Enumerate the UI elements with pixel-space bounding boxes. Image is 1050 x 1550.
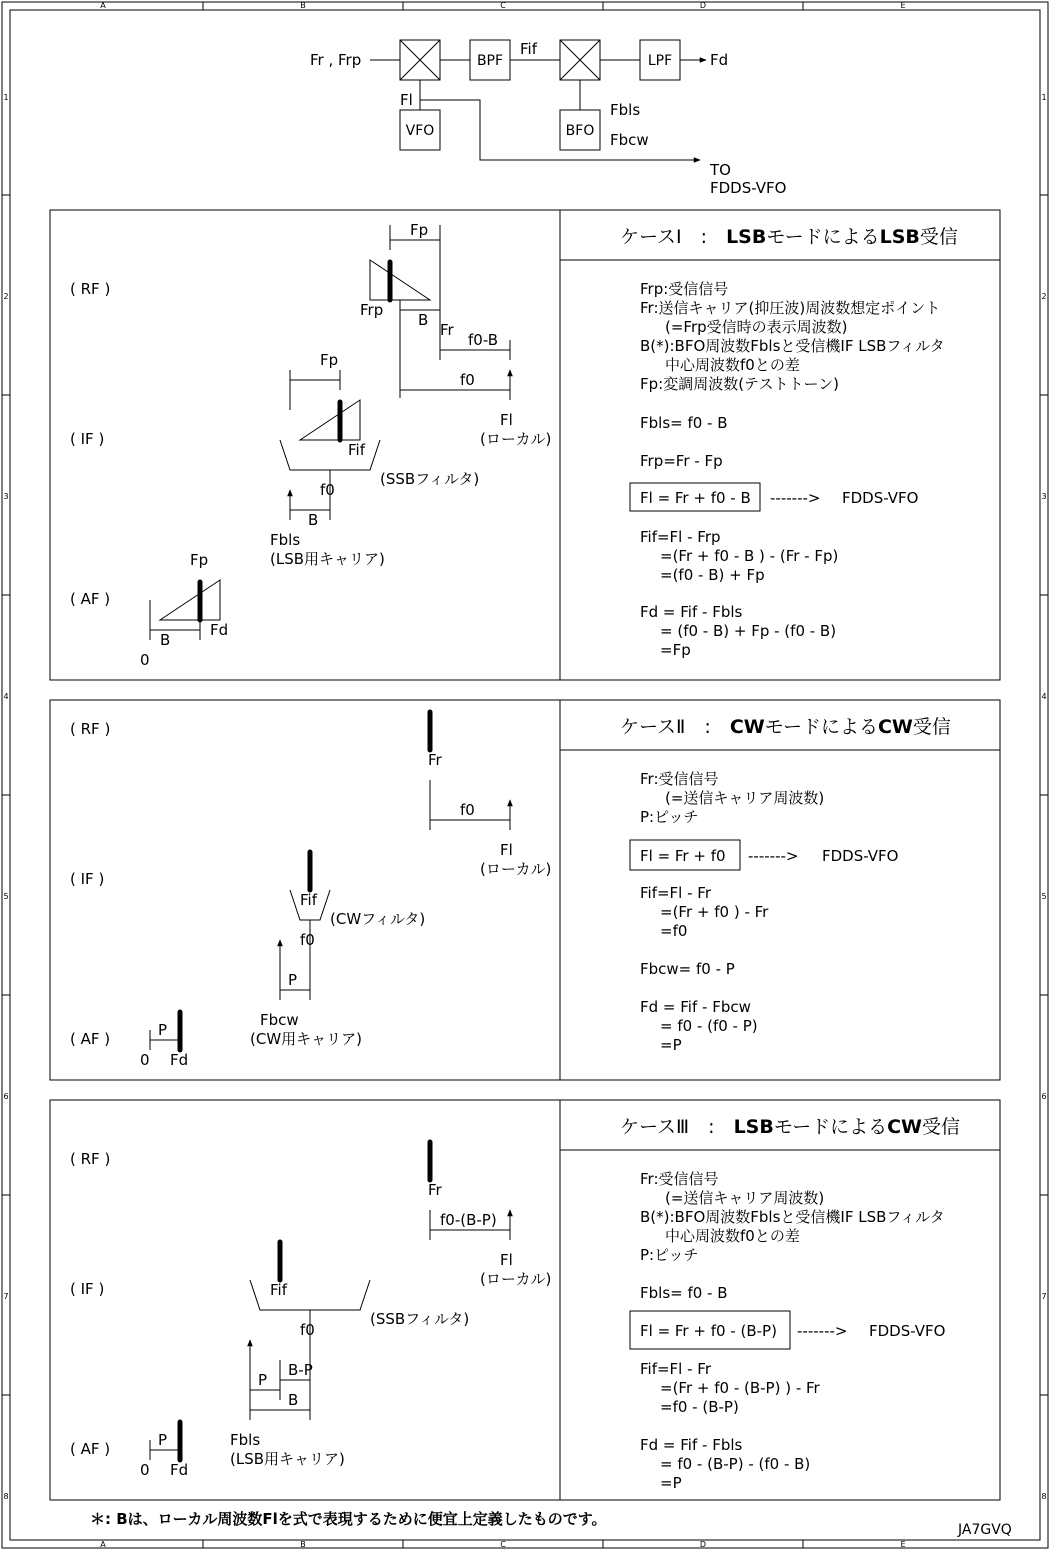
grid-col-b-top: B [300, 1, 306, 10]
case-3-rf-fr: Fr [428, 1181, 442, 1199]
case-3-line-3: B(*):BFO周波数Fblsと受信機IF LSBフィルタ [640, 1208, 945, 1226]
case-3-fl-formula: Fl = Fr + f0 - (B-P) [640, 1322, 777, 1340]
case-3-if-label: ( IF ) [70, 1280, 105, 1298]
case-2-if-fif: Fif [300, 891, 317, 909]
case-3-line-14: = f0 - (B-P) - (f0 - B) [660, 1455, 811, 1473]
fd-output-label: Fd [710, 51, 729, 69]
case-3-af-p: P [158, 1431, 168, 1449]
author-signature: JA7GVQ [958, 1522, 1012, 1538]
case-1-af-spectrum [140, 551, 228, 669]
case-2-line-1: Fr:受信信号 [640, 770, 719, 788]
case-2-if-label: ( IF ) [70, 870, 105, 888]
case-1-line-3: (=Frp受信時の表示周波数) [650, 318, 848, 336]
fbcw-label: Fbcw [610, 131, 649, 149]
case-3-af-spectrum [140, 1422, 188, 1479]
case-1-if-b: B [308, 511, 319, 529]
case-2-arrow: -------> [748, 847, 799, 865]
case-2-cw-carrier: (CW用キャリア) [250, 1030, 363, 1048]
case-1-line-17: =Fp [660, 641, 691, 659]
case-2-title-signal: CW [877, 716, 913, 738]
case-2-af-label: ( AF ) [70, 1030, 111, 1048]
fif-label: Fif [520, 40, 537, 58]
case-3-if-f0: f0 [300, 1321, 315, 1339]
grid-col-d-top: D [699, 1, 707, 10]
case-2-line-2: (=送信キャリア周波数) [650, 789, 825, 807]
grid-row-2-left: 2 [3, 292, 9, 301]
grid-col-b-bottom: B [300, 1540, 306, 1549]
case-2-local: (ローカル) [480, 860, 552, 878]
grid-col-d-bottom: D [699, 1540, 707, 1549]
grid-row-1-left: 1 [3, 93, 9, 102]
case-2-line-10: Fbcw= f0 - P [640, 960, 735, 978]
grid-col-a-top: A [100, 1, 106, 10]
grid-row-6-left: 6 [3, 1092, 9, 1101]
case-1-line-15: Fd = Fif - Fbls [640, 603, 743, 621]
case-3-fbls: Fbls [230, 1431, 261, 1449]
case-1-rf-frp: Frp [360, 301, 384, 319]
grid-row-7-right: 7 [1041, 1292, 1047, 1301]
case-3-local: (ローカル) [480, 1270, 552, 1288]
grid-row-5-right: 5 [1041, 892, 1047, 901]
case-1-line-14: =(f0 - B) + Fp [660, 566, 765, 584]
case-1-arrow: -------> [770, 489, 821, 507]
case-1-fdds: FDDS-VFO [842, 489, 919, 507]
case-1-rf-b: B [418, 311, 429, 329]
to-label: TO [710, 161, 731, 179]
case-1-rf-f0b: f0-B [468, 331, 498, 349]
case-2-af-zero: 0 [140, 1051, 150, 1069]
case-2-rf-spectrum [428, 712, 551, 878]
grid-row-1-right: 1 [1041, 93, 1047, 102]
case-2-if-p: P [288, 971, 298, 989]
case-1-af-b: B [160, 631, 171, 649]
case-1-af-zero: 0 [140, 651, 150, 669]
case-2-fdds: FDDS-VFO [822, 847, 899, 865]
grid-col-e-bottom: E [900, 1540, 906, 1549]
case-3-line-11: =(Fr + f0 - (B-P) ) - Fr [660, 1379, 820, 1397]
case-1-title-signal: LSB [879, 226, 920, 248]
case-3-if-p: P [258, 1371, 268, 1389]
case-3-title-signal: CW [887, 1116, 922, 1138]
case-1-line-16: = (f0 - B) + Fp - (f0 - B) [660, 622, 837, 640]
case-1-line-12: Fif=Fl - Frp [640, 528, 721, 546]
grid-row-7-left: 7 [3, 1292, 9, 1301]
case-3-equations [630, 1170, 945, 1492]
case-3-line-1: Fr:受信信号 [640, 1170, 719, 1188]
case-1-title-mode: LSB [726, 226, 767, 248]
case-1-fl-formula: Fl = Fr + f0 - B [640, 489, 751, 507]
case-1-title-pre: ケースⅠ : [620, 226, 727, 248]
case-1-if-spectrum [270, 351, 479, 568]
grid-row-3-right: 3 [1041, 492, 1047, 501]
case-2-af-p: P [158, 1021, 168, 1039]
grid-col-e-top: E [900, 1, 906, 10]
case-1-ssb-filter: (SSBフィルタ) [380, 470, 480, 488]
case-1-line-13: =(Fr + f0 - B ) - (Fr - Fp) [660, 547, 839, 565]
case-1-line-2: Fr:送信キャリア(抑圧波)周波数想定ポイント [640, 299, 941, 317]
case-3-ssb-filter: (SSBフィルタ) [370, 1310, 470, 1328]
grid-row-8-right: 8 [1041, 1492, 1047, 1501]
case-1-if-fif: Fif [348, 441, 365, 459]
case-2-line-7: Fif=Fl - Fr [640, 884, 712, 902]
grid-row-2-right: 2 [1041, 292, 1047, 301]
case-3-title-mid: モードによる [773, 1116, 888, 1138]
case-3-fdds: FDDS-VFO [869, 1322, 946, 1340]
case-3-line-5: P:ピッチ [640, 1246, 699, 1264]
bpf-label: BPF [476, 53, 504, 69]
case-3-af-zero: 0 [140, 1461, 150, 1479]
case-2-fl-formula: Fl = Fr + f0 [640, 847, 726, 865]
case-3-title [620, 1116, 960, 1138]
case-1-title-mid: モードによる [766, 226, 880, 248]
grid-col-c-top: C [500, 1, 506, 10]
case-3-line-2: (=送信キャリア周波数) [650, 1189, 825, 1207]
fbls-label: Fbls [610, 101, 641, 119]
lpf-label: LPF [647, 53, 673, 69]
case-3-line-10: Fif=Fl - Fr [640, 1360, 712, 1378]
grid-row-4-left: 4 [3, 692, 9, 701]
case-1-line-7: Fbls= f0 - B [640, 414, 728, 432]
case-2-if-spectrum [250, 852, 425, 1048]
case-2-title-pre: ケースⅡ : [620, 716, 730, 738]
case-3-line-12: =f0 - (B-P) [660, 1398, 739, 1416]
case-2-fbcw: Fbcw [260, 1011, 299, 1029]
to-fdds-label: FDDS-VFO [710, 179, 787, 197]
grid-row-3-left: 3 [3, 492, 9, 501]
case-2-panel [50, 700, 1000, 1080]
case-1-af-label: ( AF ) [70, 590, 111, 608]
case-1-panel [50, 210, 1000, 680]
case-2-rf-fr: Fr [428, 751, 442, 769]
case-2-fl: Fl [500, 841, 513, 859]
case-3-arrow: -------> [797, 1322, 848, 1340]
case-3-title-pre: ケースⅢ : [620, 1116, 734, 1138]
case-3-af-label: ( AF ) [70, 1440, 111, 1458]
case-1-if-fp: Fp [320, 351, 339, 369]
case-2-if-f0: f0 [300, 931, 315, 949]
case-1-if-label: ( IF ) [70, 430, 105, 448]
case-1-rf-f0: f0 [460, 371, 475, 389]
case-1-line-8: Frp=Fr - Fp [640, 452, 723, 470]
case-3-rf-f0bp: f0-(B-P) [440, 1211, 497, 1229]
case-2-line-3: P:ピッチ [640, 808, 699, 826]
grid-row-8-left: 8 [3, 1492, 9, 1501]
case-2-cw-filter: (CWフィルタ) [330, 910, 426, 928]
case-3-line-15: =P [660, 1474, 682, 1492]
case-1-fl: Fl [500, 411, 513, 429]
case-2-title-mode: CW [729, 716, 765, 738]
case-3-lsb-carrier: (LSB用キャリア) [230, 1450, 345, 1468]
case-3-fl: Fl [500, 1251, 513, 1269]
case-2-af-fd: Fd [170, 1051, 189, 1069]
case-1-af-fd: Fd [210, 621, 229, 639]
case-2-rf-label: ( RF ) [70, 720, 111, 738]
grid-row-5-left: 5 [3, 892, 9, 901]
case-2-title-mid: モードによる [764, 716, 878, 738]
case-3-line-6: Fbls= f0 - B [640, 1284, 728, 1302]
case-1-line-1: Frp:受信信号 [640, 280, 729, 298]
case-1-rf-label: ( RF ) [70, 280, 111, 298]
case-2-line-13: =P [660, 1036, 682, 1054]
case-1-rf-spectrum [360, 221, 551, 448]
case-1-if-f0: f0 [320, 481, 335, 499]
case-3-panel [50, 1100, 1000, 1500]
footnote: ＊: Bは、ローカル周波数Flを式で表現するために便宜上定義したものです。 [90, 1510, 607, 1528]
case-1-title [620, 226, 958, 248]
case-2-rf-f0: f0 [460, 801, 475, 819]
vfo-label: VFO [405, 123, 435, 139]
grid-col-a-bottom: A [100, 1540, 106, 1549]
case-1-equations [630, 280, 945, 659]
case-1-af-fp: Fp [190, 551, 209, 569]
case-3-rf-label: ( RF ) [70, 1150, 111, 1168]
case-3-line-4: 中心周波数f0との差 [650, 1227, 800, 1245]
case-1-line-6: Fp:変調周波数(テストトーン) [640, 375, 840, 393]
case-3-rf-spectrum [428, 1142, 551, 1288]
case-1-lsb-carrier: (LSB用キャリア) [270, 550, 385, 568]
grid-row-4-right: 4 [1041, 692, 1047, 701]
case-2-line-8: =(Fr + f0 ) - Fr [660, 903, 769, 921]
case-2-line-12: = f0 - (f0 - P) [660, 1017, 758, 1035]
case-1-local: (ローカル) [480, 430, 552, 448]
case-1-line-4: B(*):BFO周波数Fblsと受信機IF LSBフィルタ [640, 337, 945, 355]
case-2-af-spectrum [140, 1012, 188, 1069]
grid-col-c-bottom: C [500, 1540, 506, 1549]
fl-label: Fl [400, 91, 413, 109]
case-2-line-9: =f0 [660, 922, 688, 940]
input-label: Fr , Frp [310, 51, 362, 69]
case-3-if-b: B [288, 1391, 299, 1409]
case-1-title-post: 受信 [919, 226, 958, 248]
case-3-if-spectrum [230, 1242, 469, 1468]
case-1-fbls: Fbls [270, 531, 301, 549]
case-2-equations [630, 770, 898, 1054]
case-3-if-fif: Fif [270, 1281, 287, 1299]
case-3-if-bp: B-P [288, 1361, 313, 1379]
case-3-title-post: 受信 [922, 1116, 961, 1138]
case-1-rf-fr: Fr [440, 321, 454, 339]
case-3-line-13: Fd = Fif - Fbls [640, 1436, 743, 1454]
block-diagram [310, 40, 786, 197]
case-2-title [620, 716, 951, 738]
grid-row-6-right: 6 [1041, 1092, 1047, 1101]
case-1-rf-fp: Fp [410, 221, 429, 239]
case-3-title-mode: LSB [733, 1116, 774, 1138]
bfo-label: BFO [565, 123, 595, 139]
case-2-title-post: 受信 [912, 716, 951, 738]
case-1-line-5: 中心周波数f0との差 [650, 356, 800, 374]
case-2-line-11: Fd = Fif - Fbcw [640, 998, 751, 1016]
case-3-af-fd: Fd [170, 1461, 189, 1479]
